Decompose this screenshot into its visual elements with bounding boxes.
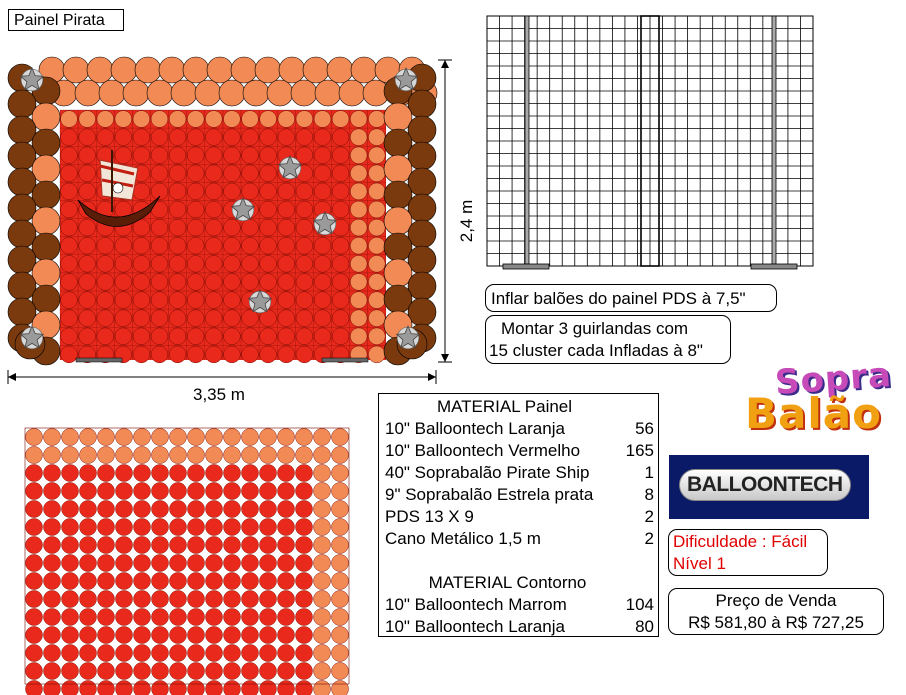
material-row: [385, 528, 654, 550]
material-panel-heading: MATERIAL Painel: [436, 397, 573, 416]
material-row: [385, 418, 654, 440]
pole-base: [751, 264, 797, 269]
soprabalao-logo-top: Sopra: [773, 354, 894, 404]
material-row: [385, 506, 654, 528]
material-row: [385, 484, 654, 506]
material-name: 10" Balloontech Vermelho: [385, 441, 581, 460]
material-name: 10" Balloontech Laranja: [385, 419, 565, 438]
materials-list: [378, 393, 659, 637]
balloontech-logo-text: BALLOONTECH: [687, 473, 843, 496]
difficulty-tier-text: Nível 1: [673, 554, 726, 573]
garland-note-line1: Montar 3 guirlandas com: [501, 319, 689, 338]
material-qty: 80: [635, 617, 654, 636]
material-name: PDS 13 X 9: [385, 507, 474, 526]
material-name: 40" Soprabalão Pirate Ship: [385, 463, 590, 482]
material-qty: 1: [644, 463, 654, 482]
material-qty: 104: [625, 595, 654, 614]
material-name: 10" Balloontech Laranja: [385, 617, 565, 636]
material-qty: 165: [625, 441, 654, 460]
width-dimension-label: 3,35 m: [193, 385, 245, 404]
material-name: 9" Soprabalão Estrela prata: [385, 485, 594, 504]
price-label: Preço de Venda: [715, 591, 837, 610]
balloontech-logo: [669, 455, 869, 519]
metal-pole: [525, 16, 529, 264]
garland-note-line2: 15 cluster cada Infladas à 8": [489, 341, 703, 360]
soprabalao-logo: [745, 354, 894, 445]
material-qty: 8: [644, 485, 654, 504]
price-range: R$ 581,80 à R$ 727,25: [688, 613, 864, 632]
garland-note: [485, 315, 731, 364]
difficulty-level-text: Dificuldade : Fácil: [673, 532, 808, 551]
material-qty: 2: [644, 507, 654, 526]
material-panel-items: [385, 418, 654, 550]
pole-base: [503, 264, 549, 269]
material-row: [385, 594, 654, 616]
material-row: [385, 462, 654, 484]
metal-pole: [772, 16, 776, 264]
price-box: [668, 588, 884, 635]
material-qty: 56: [635, 419, 654, 438]
material-qty: 2: [644, 529, 654, 548]
material-row: [385, 440, 654, 462]
height-dimension-text: 2,4 m: [457, 199, 476, 243]
inflate-note-text: Inflar balões do painel PDS à 7,5": [491, 289, 746, 308]
difficulty-box: [668, 529, 828, 576]
material-name: Cano Metálico 1,5 m: [385, 529, 541, 548]
material-contour-items: [385, 594, 654, 638]
material-contour-heading: MATERIAL Contorno: [428, 573, 587, 592]
inflate-note: [485, 284, 777, 312]
material-name: 10" Balloontech Marrom: [385, 595, 567, 614]
material-row: [385, 616, 654, 638]
soprabalao-logo-bottom: Balão: [745, 389, 882, 438]
page-title-text: Painel Pirata: [14, 12, 105, 29]
